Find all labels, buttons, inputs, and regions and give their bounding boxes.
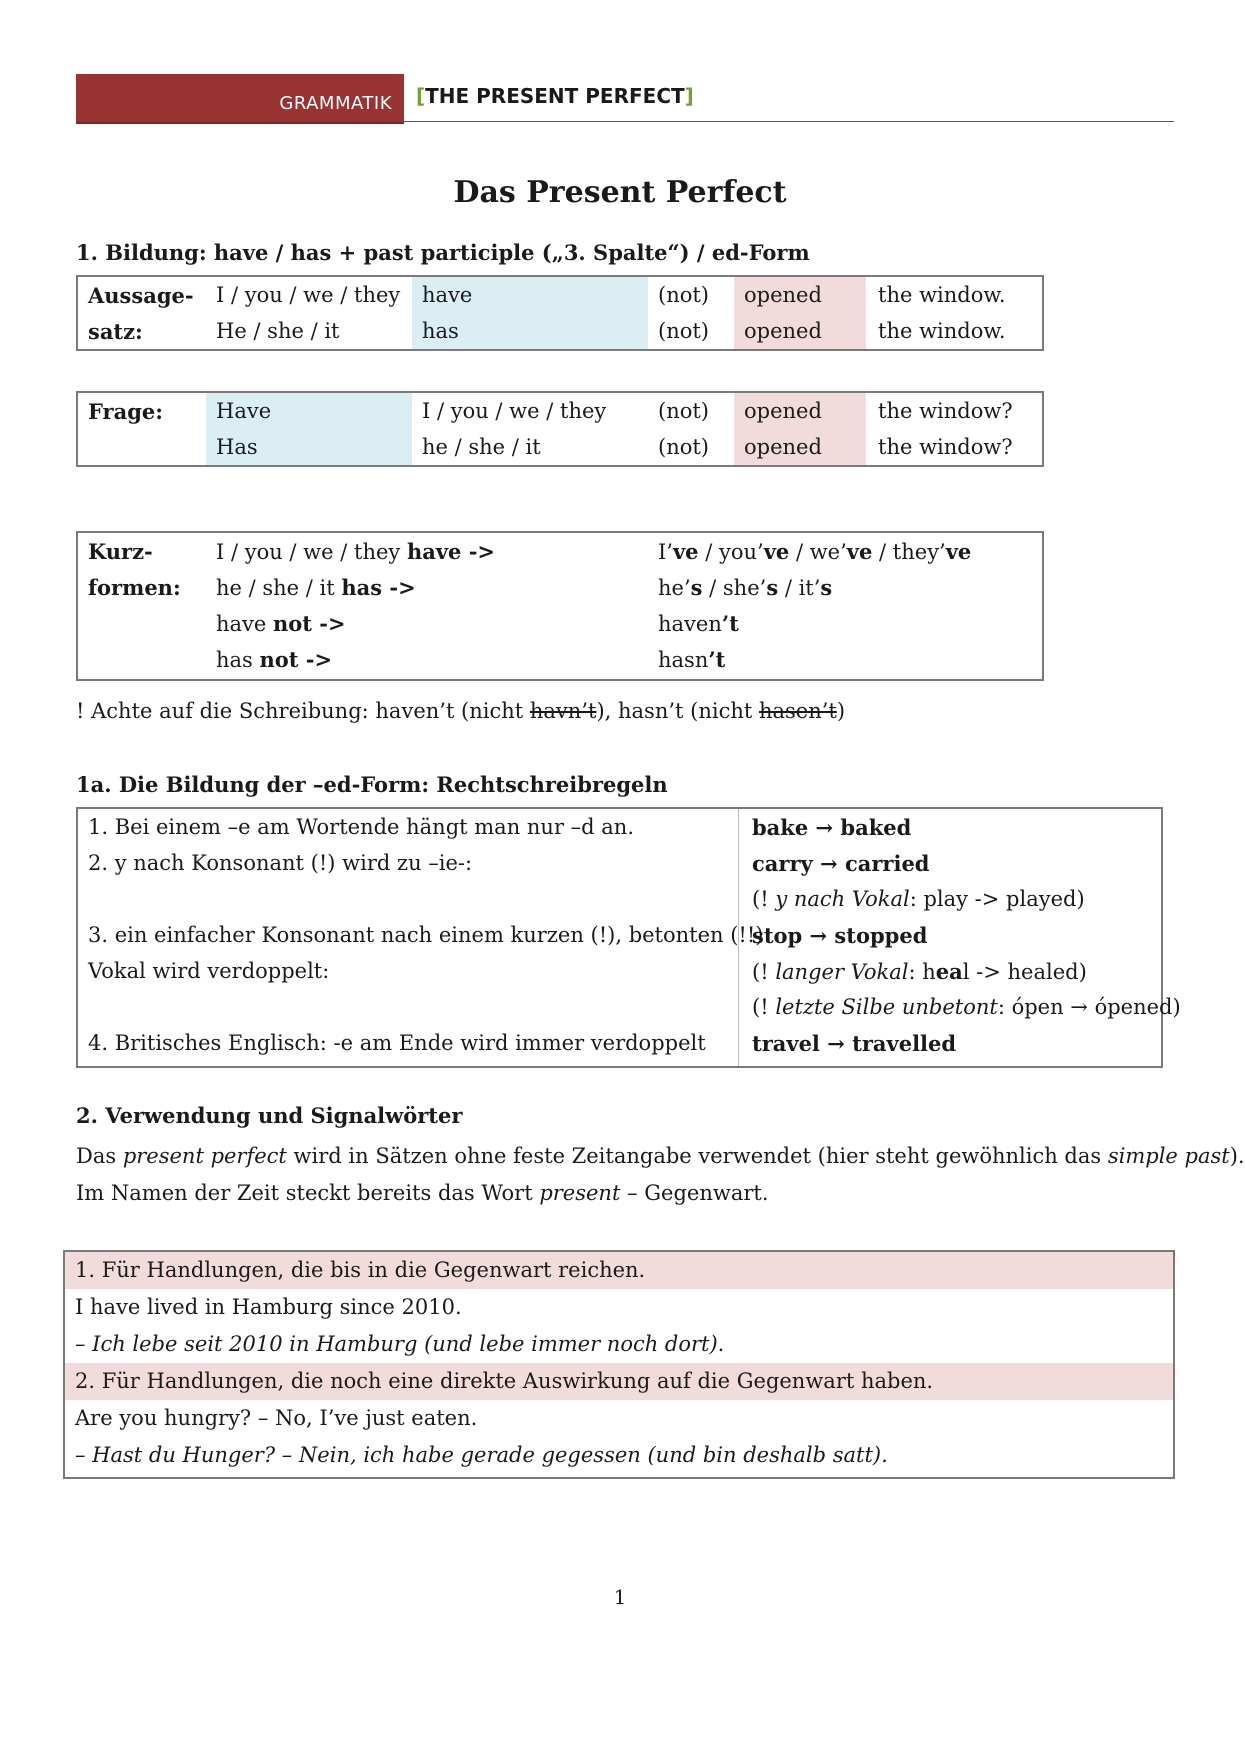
- header-title-text: THE PRESENT PERFECT: [425, 84, 685, 108]
- page-number: 1: [613, 1585, 627, 1609]
- rule-note: [752, 989, 1181, 1026]
- question-aux: Have: [216, 399, 272, 423]
- short-forms-label-1: Kurz-: [88, 539, 153, 564]
- question-neg: (not): [658, 435, 709, 459]
- section2-paragraph-1: [76, 1138, 1245, 1175]
- header-tab-label: GRAMMATIK: [279, 93, 392, 114]
- header-bracket-open: [: [416, 84, 426, 108]
- note-strikethrough: hasen’t: [758, 699, 837, 723]
- short-form-text: / we’: [789, 540, 847, 564]
- short-form-text: / they’: [872, 540, 946, 564]
- spelling-note: [76, 693, 845, 730]
- paragraph-text: wird in Sätzen ohne feste Zeitangabe verwendet (hier steht gewöhnlich das: [286, 1144, 1108, 1168]
- short-form-bold: s: [690, 575, 703, 600]
- short-form: [658, 641, 725, 679]
- statement-neg: (not): [658, 283, 709, 307]
- usage-translation: – Hast du Hunger? – Nein, ich habe gerade gegessen (und bin deshalb satt).: [75, 1443, 888, 1467]
- section1a-heading: 1a. Die Bildung der –ed-Form: Rechtschreibregeln: [76, 772, 668, 797]
- statement-aux: has: [422, 319, 459, 343]
- question-label: Frage:: [88, 399, 164, 424]
- short-form-bold: s: [820, 575, 833, 600]
- rule-note-text: (!: [752, 960, 776, 984]
- paragraph-text: ).: [1229, 1144, 1245, 1168]
- usage-table: [63, 1250, 1175, 1479]
- paragraph-text: – Gegenwart.: [620, 1181, 769, 1205]
- short-form: [658, 569, 832, 607]
- question-subject: he / she / it: [422, 435, 541, 459]
- question-verb: opened: [744, 399, 822, 423]
- question-aux: Has: [216, 435, 258, 459]
- short-forms-table: [76, 531, 1044, 681]
- statement-object: the window.: [878, 283, 1006, 307]
- paragraph-text: Im Namen der Zeit steckt bereits das Wort: [76, 1181, 540, 1205]
- header-tab: [76, 74, 404, 124]
- question-subject: I / you / we / they: [422, 399, 607, 423]
- short-form: [658, 605, 739, 643]
- section2-paragraph-2: [76, 1175, 769, 1212]
- section2-heading: 2. Verwendung und Signalwörter: [76, 1103, 463, 1128]
- rule-example: travel → travelled: [752, 1031, 957, 1056]
- short-form: [658, 533, 971, 571]
- note-text: ! Achte auf die Schreibung: haven’t (nicht: [76, 699, 530, 723]
- rule-example: carry → carried: [752, 851, 930, 876]
- short-form-text: hasn: [658, 648, 709, 672]
- short-form-bold: ve: [846, 539, 873, 564]
- paragraph-text: Das: [76, 1144, 123, 1168]
- usage-translation: – Ich lebe seit 2010 in Hamburg (und lebe immer noch dort).: [75, 1332, 725, 1356]
- rule: 3. ein einfacher Konsonant nach einem kurzen (!), betonten (!!): [88, 923, 764, 947]
- short-forms-label-2: formen:: [88, 575, 181, 600]
- rule-note-italic: y nach Vokal: [775, 887, 910, 911]
- rule-note-italic: letzte Silbe unbetont: [775, 995, 998, 1019]
- question-object: the window?: [878, 435, 1013, 459]
- long-form-text: has: [216, 648, 260, 672]
- statement-subject: I / you / we / they: [216, 283, 401, 307]
- rule-note-text: (!: [752, 995, 776, 1019]
- statement-subject: He / she / it: [216, 319, 340, 343]
- long-form-bold: has ->: [341, 575, 416, 600]
- statement-object: the window.: [878, 319, 1006, 343]
- short-form-bold: ve: [945, 539, 972, 564]
- rule-example: stop → stopped: [752, 923, 928, 948]
- rule-note-text: l -> healed): [962, 960, 1087, 984]
- note-text: ): [836, 699, 846, 723]
- rule-note-text: : h: [908, 960, 936, 984]
- short-form-text: / it’: [778, 576, 821, 600]
- usage-heading: 1. Für Handlungen, die bis in die Gegenwart reichen.: [65, 1252, 1173, 1289]
- paragraph-italic: present perfect: [122, 1144, 287, 1168]
- paragraph-italic: simple past: [1107, 1144, 1230, 1168]
- statement-label-1: Aussage-: [88, 283, 194, 308]
- rule-note-italic: langer Vokal: [775, 960, 909, 984]
- long-form: [216, 569, 416, 607]
- rule: 1. Bei einem –e am Wortende hängt man nur –d an.: [88, 815, 634, 839]
- paragraph-italic: present: [539, 1181, 621, 1205]
- section1-heading: 1. Bildung: have / has + past participle („3. Spalte“) / ed-Form: [76, 240, 810, 265]
- short-form-bold: ’t: [721, 611, 739, 636]
- header-title: [416, 84, 694, 108]
- statement-label-2: satz:: [88, 319, 143, 344]
- long-form-bold: have ->: [406, 539, 496, 564]
- rule-note-bold: ea: [935, 959, 963, 984]
- long-form-text: he / she / it: [216, 576, 342, 600]
- page-title: Das Present Perfect: [453, 175, 787, 210]
- question-verb: opened: [744, 435, 822, 459]
- long-form-bold: not ->: [259, 647, 333, 672]
- long-form-text: I / you / we / they: [216, 540, 407, 564]
- rule: Vokal wird verdoppelt:: [88, 959, 330, 983]
- short-form-bold: ve: [672, 539, 699, 564]
- statement-verb: opened: [744, 283, 822, 307]
- note-text: ), hasn’t (nicht: [596, 699, 759, 723]
- short-form-bold: ’t: [708, 647, 726, 672]
- header-bracket-close: ]: [684, 84, 694, 108]
- rule-note: [752, 953, 1087, 991]
- statement-table: [76, 275, 1044, 351]
- short-form-bold: ve: [763, 539, 790, 564]
- rule-example: bake → baked: [752, 815, 912, 840]
- short-form-text: / you’: [698, 540, 764, 564]
- short-form-text: / she’: [702, 576, 767, 600]
- rule: 4. Britisches Englisch: -e am Ende wird immer verdoppelt: [88, 1031, 706, 1055]
- note-strikethrough: havn’t: [529, 699, 597, 723]
- rule-note-text: (!: [752, 887, 776, 911]
- usage-example: I have lived in Hamburg since 2010.: [75, 1295, 462, 1319]
- question-object: the window?: [878, 399, 1013, 423]
- usage-heading: 2. Für Handlungen, die noch eine direkte Auswirkung auf die Gegenwart haben.: [65, 1363, 1173, 1400]
- statement-aux: have: [422, 283, 473, 307]
- long-form-text: have: [216, 612, 274, 636]
- question-neg: (not): [658, 399, 709, 423]
- short-form-text: haven: [658, 612, 722, 636]
- rule-note-text: : ópen → ópened): [997, 995, 1181, 1019]
- rule-note-text: : play -> played): [909, 887, 1085, 911]
- short-form-text: I’: [658, 540, 673, 564]
- statement-neg: (not): [658, 319, 709, 343]
- rule-note: [752, 881, 1085, 918]
- rule: 2. y nach Konsonant (!) wird zu –ie-:: [88, 851, 473, 875]
- statement-verb: opened: [744, 319, 822, 343]
- short-form-text: he’: [658, 576, 691, 600]
- usage-example: Are you hungry? – No, I’ve just eaten.: [75, 1406, 478, 1430]
- long-form: [216, 641, 332, 679]
- long-form-bold: not ->: [273, 611, 346, 636]
- header-rule: [404, 121, 1174, 122]
- spelling-rules-table: [76, 807, 1181, 1068]
- short-form-bold: s: [766, 575, 779, 600]
- long-form: [216, 605, 346, 643]
- long-form: [216, 533, 495, 571]
- question-table: [76, 391, 1044, 467]
